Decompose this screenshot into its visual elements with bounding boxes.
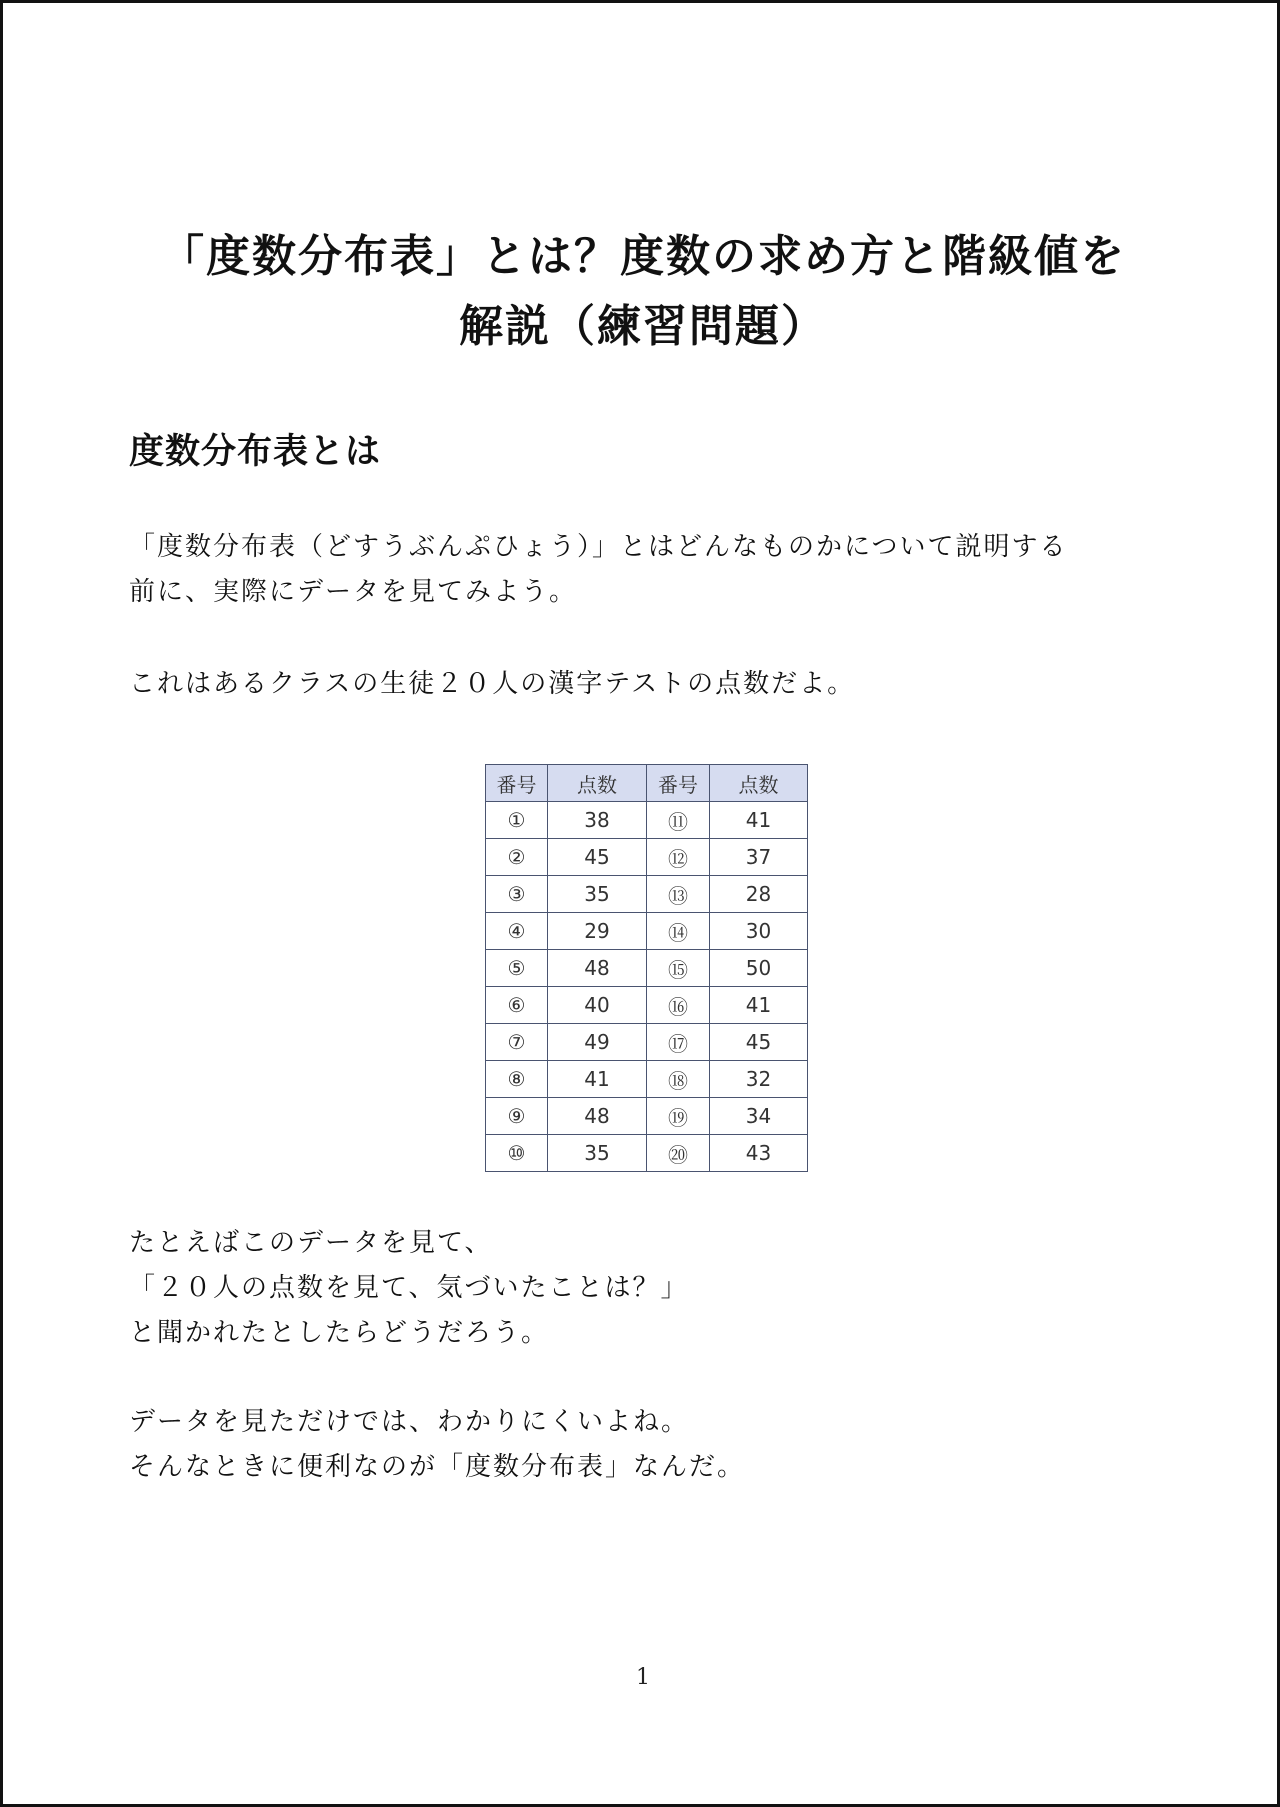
question-line-2: 「２０人の点数を見て、気づいたことは？」 bbox=[129, 1273, 689, 1303]
page-number: 1 bbox=[636, 1665, 650, 1690]
student-number-cell: ⑨ bbox=[486, 1098, 548, 1135]
data-intro-paragraph bbox=[129, 662, 1169, 707]
conclusion-line-1: データを見ただけでは、わかりにくいよね。 bbox=[129, 1407, 690, 1437]
student-number-cell: ② bbox=[486, 839, 548, 876]
score-cell: 40 bbox=[548, 987, 647, 1024]
score-cell: 29 bbox=[548, 913, 647, 950]
question-line-1: たとえばこのデータを見て、 bbox=[129, 1228, 493, 1258]
score-cell: 41 bbox=[710, 802, 808, 839]
header-score-1: 点数 bbox=[548, 765, 647, 802]
table-row bbox=[486, 802, 808, 839]
page-title bbox=[123, 222, 1163, 362]
title-line-2: 解説（練習問題） bbox=[459, 301, 827, 353]
student-number-cell: ⑱ bbox=[647, 1061, 710, 1098]
student-number-cell: ⑦ bbox=[486, 1024, 548, 1061]
table-row bbox=[486, 987, 808, 1024]
score-cell: 45 bbox=[710, 1024, 808, 1061]
header-score-2: 点数 bbox=[710, 765, 808, 802]
section-heading: 度数分布表とは bbox=[129, 432, 382, 472]
score-cell: 28 bbox=[710, 876, 808, 913]
intro-line-2: 前に、実際にデータを見てみよう。 bbox=[129, 577, 578, 607]
conclusion-paragraph bbox=[129, 1400, 1169, 1490]
table-row bbox=[486, 1061, 808, 1098]
student-number-cell: ⑪ bbox=[647, 802, 710, 839]
student-number-cell: ④ bbox=[486, 913, 548, 950]
student-number-cell: ⑰ bbox=[647, 1024, 710, 1061]
score-cell: 34 bbox=[710, 1098, 808, 1135]
score-cell: 41 bbox=[548, 1061, 647, 1098]
table-row bbox=[486, 950, 808, 987]
intro-paragraph bbox=[129, 525, 1169, 615]
question-line-3: と聞かれたとしたらどうだろう。 bbox=[129, 1318, 550, 1348]
student-number-cell: ⑲ bbox=[647, 1098, 710, 1135]
score-cell: 43 bbox=[710, 1135, 808, 1172]
score-cell: 32 bbox=[710, 1061, 808, 1098]
student-number-cell: ⑤ bbox=[486, 950, 548, 987]
score-table bbox=[485, 764, 808, 1172]
student-number-cell: ⑩ bbox=[486, 1135, 548, 1172]
student-number-cell: ① bbox=[486, 802, 548, 839]
score-cell: 48 bbox=[548, 1098, 647, 1135]
score-cell: 35 bbox=[548, 1135, 647, 1172]
student-number-cell: ⑬ bbox=[647, 876, 710, 913]
score-cell: 50 bbox=[710, 950, 808, 987]
score-cell: 41 bbox=[710, 987, 808, 1024]
table-row bbox=[486, 913, 808, 950]
student-number-cell: ⑭ bbox=[647, 913, 710, 950]
data-intro-line: これはあるクラスの生徒２０人の漢字テストの点数だよ。 bbox=[129, 669, 856, 699]
score-cell: 49 bbox=[548, 1024, 647, 1061]
header-number-2: 番号 bbox=[647, 765, 710, 802]
header-number-1: 番号 bbox=[486, 765, 548, 802]
score-cell: 48 bbox=[548, 950, 647, 987]
table-header-row bbox=[486, 765, 808, 802]
student-number-cell: ⑳ bbox=[647, 1135, 710, 1172]
table-row bbox=[486, 1098, 808, 1135]
table-row bbox=[486, 839, 808, 876]
student-number-cell: ⑯ bbox=[647, 987, 710, 1024]
table-row bbox=[486, 1135, 808, 1172]
conclusion-line-2: そんなときに便利なのが「度数分布表」なんだ。 bbox=[129, 1452, 746, 1482]
table-row bbox=[486, 876, 808, 913]
student-number-cell: ⑫ bbox=[647, 839, 710, 876]
score-cell: 37 bbox=[710, 839, 808, 876]
student-number-cell: ⑧ bbox=[486, 1061, 548, 1098]
student-number-cell: ⑮ bbox=[647, 950, 710, 987]
title-line-1: 「度数分布表」とは？度数の求め方と階級値を bbox=[160, 231, 1126, 283]
score-cell: 45 bbox=[548, 839, 647, 876]
score-cell: 30 bbox=[710, 913, 808, 950]
score-table-body bbox=[486, 802, 808, 1172]
intro-line-1: 「度数分布表（どすうぶんぷひょう）」とはどんなものかについて説明する bbox=[129, 532, 1068, 562]
table-row bbox=[486, 1024, 808, 1061]
score-cell: 38 bbox=[548, 802, 647, 839]
student-number-cell: ⑥ bbox=[486, 987, 548, 1024]
student-number-cell: ③ bbox=[486, 876, 548, 913]
score-cell: 35 bbox=[548, 876, 647, 913]
question-paragraph bbox=[129, 1221, 1169, 1356]
